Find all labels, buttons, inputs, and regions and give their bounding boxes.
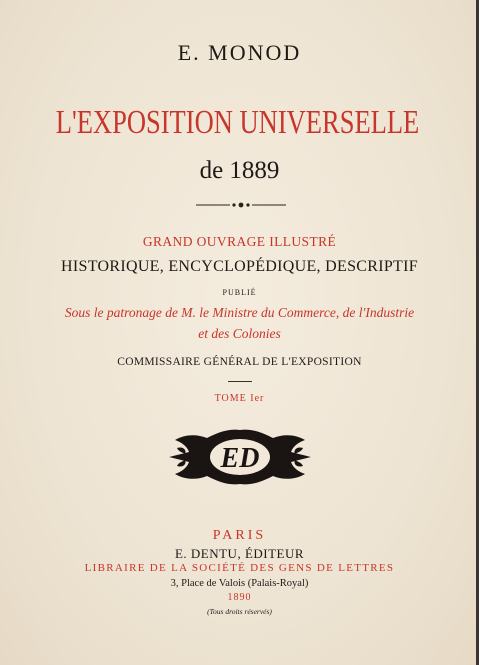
work-description: HISTORIQUE, ENCYCLOPÉDIQUE, DESCRIPTIF [61, 258, 418, 275]
volume-number: TOME Ier [214, 393, 265, 404]
imprint-publisher: E. DENTU, ÉDITEUR [174, 546, 305, 561]
book-title: L'EXPOSITION UNIVERSELLE [55, 104, 420, 141]
commissioner-line: COMMISSAIRE GÉNÉRAL DE L'EXPOSITION [117, 356, 362, 368]
short-divider [228, 381, 252, 382]
imprint-year: 1890 [227, 592, 252, 603]
ornamental-rule-icon [196, 200, 286, 210]
author-name: E. MONOD [177, 40, 302, 65]
work-type: GRAND OUVRAGE ILLUSTRÉ [142, 234, 337, 249]
published-label: PUBLIÉ [222, 288, 257, 297]
book-subtitle: de 1889 [199, 157, 280, 184]
svg-text:ED: ED [220, 443, 260, 474]
imprint-bookseller: LIBRAIRE DE LA SOCIÉTÉ DES GENS DE LETTRES [84, 562, 395, 574]
imprint-address: 3, Place de Valois (Palais-Royal) [170, 578, 309, 589]
imprint-city: PARIS [212, 528, 267, 543]
ornamental-monogram-icon [167, 426, 313, 488]
rights-notice: (Tous droits réservés) [207, 607, 272, 616]
patronage-line-1: Sous le patronage de M. le Ministre du Commerce, de l'Industrie [64, 305, 415, 320]
patronage-line-2: et des Colonies [198, 326, 281, 341]
